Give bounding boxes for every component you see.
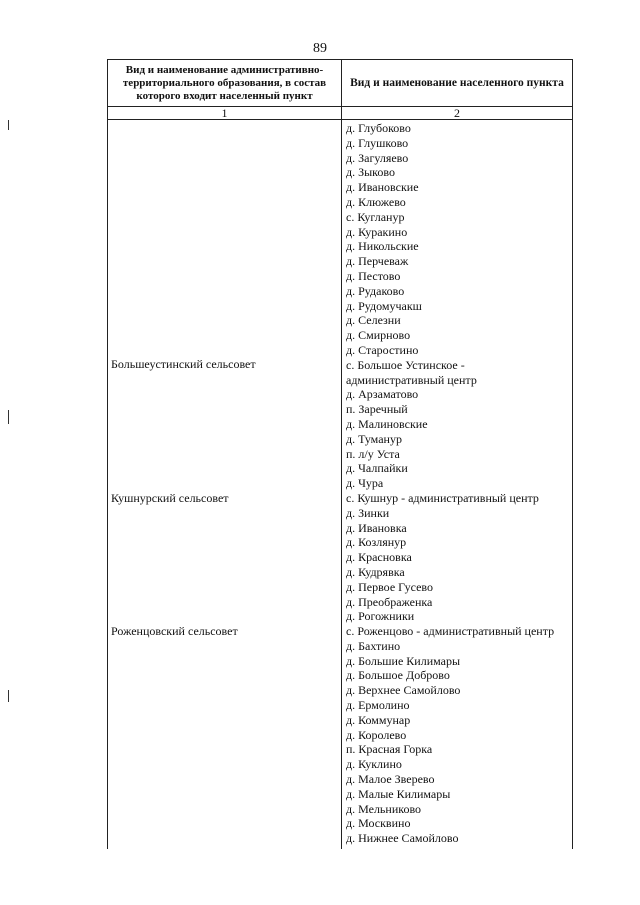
settlement-item: д. Королево xyxy=(346,727,407,742)
settlement-item: с. Кушнур - административный центр xyxy=(346,490,539,505)
settlement-item: д. Кудрявка xyxy=(346,564,405,579)
header-admin-unit: Вид и наименование административно-территориального образования, в состав которого входит населенный пункт xyxy=(122,63,327,102)
settlement-item: д. Ермолино xyxy=(346,698,410,713)
council-name: Кушнурский сельсовет xyxy=(111,491,229,505)
settlement-item: д. Загуляево xyxy=(346,150,409,165)
settlement-item: д. Старостино xyxy=(346,342,419,357)
settlement-item: д. Никольские xyxy=(346,239,419,254)
settlement-item: д. Глубоково xyxy=(346,121,411,135)
settlement-item: д. Коммунар xyxy=(346,712,411,727)
settlement-item: д. Туманур xyxy=(346,431,402,446)
settlement-item: д. Чалпайки xyxy=(346,461,408,476)
settlement-item: д. Малиновские xyxy=(346,416,428,431)
column-number-2: 2 xyxy=(454,106,460,120)
settlement-item: с. Большое Устинское - xyxy=(346,357,465,372)
settlement-item: с. Роженцово - административный центр xyxy=(346,624,555,639)
settlement-item: д. Большое Доброво xyxy=(346,668,450,683)
settlement-item: д. Малые Килимары xyxy=(346,786,451,801)
settlement-item: д. Перчеваж xyxy=(346,254,409,269)
settlement-item: д. Мельниково xyxy=(346,801,422,816)
settlement-item: д. Рогожники xyxy=(346,609,415,624)
column-number-1: 1 xyxy=(221,106,228,120)
settlement-item: д. Бахтино xyxy=(346,638,401,653)
settlement-item: д. Преображенка xyxy=(346,594,433,609)
settlement-item: д. Верхнее Самойлово xyxy=(346,683,461,698)
settlement-item: д. Первое Гусево xyxy=(346,579,434,594)
column-number-row xyxy=(108,107,572,120)
settlement-item: п. Заречный xyxy=(346,402,408,417)
settlement-item: п. л/у Уста xyxy=(346,446,400,461)
settlement-item: д. Москвино xyxy=(346,816,411,831)
settlement-item: д. Ивановка xyxy=(346,520,407,535)
settlement-item: д. Зыково xyxy=(346,165,395,180)
settlement-item: д. Глушково xyxy=(346,135,409,150)
table-header-row xyxy=(108,60,572,107)
settlement-list xyxy=(346,121,574,846)
column-divider xyxy=(341,60,342,849)
settlement-item: д. Пестово xyxy=(346,268,401,283)
council-name: Большеустинский сельсовет xyxy=(111,357,256,371)
scan-artifact-line xyxy=(8,120,9,130)
settlement-item: д. Чура xyxy=(346,476,384,491)
header-settlement: Вид и наименование населенного пункта xyxy=(350,76,564,89)
settlements-table xyxy=(107,59,573,849)
settlement-item: с. Кугланур xyxy=(346,209,405,224)
settlement-item: д. Рудаково xyxy=(346,283,405,298)
scan-artifact-line xyxy=(8,690,9,702)
settlement-item: административный центр xyxy=(346,372,477,387)
settlement-item: п. Красная Горка xyxy=(346,742,433,757)
scan-artifact-line xyxy=(8,410,9,424)
settlement-item: д. Нижнее Самойлово xyxy=(346,831,459,846)
settlement-item: д. Красновка xyxy=(346,550,412,565)
settlement-item: д. Рудомучакш xyxy=(346,298,422,313)
settlement-item: д. Зинки xyxy=(346,505,390,520)
settlement-item: д. Смирново xyxy=(346,328,411,343)
settlement-item: д. Большие Килимары xyxy=(346,653,461,668)
council-name: Роженцовский сельсовет xyxy=(111,624,238,638)
settlement-item: д. Куклино xyxy=(346,757,402,772)
settlement-item: д. Козлянур xyxy=(346,535,407,550)
page-number: 89 xyxy=(313,41,327,56)
settlement-item: д. Ивановские xyxy=(346,180,419,195)
settlement-item: д. Малое Зверево xyxy=(346,772,435,787)
settlement-item: д. Куракино xyxy=(346,224,408,239)
settlement-item: д. Клюжево xyxy=(346,194,406,209)
settlement-item: д. Селезни xyxy=(346,313,401,328)
settlement-item: д. Арзаматово xyxy=(346,387,419,402)
